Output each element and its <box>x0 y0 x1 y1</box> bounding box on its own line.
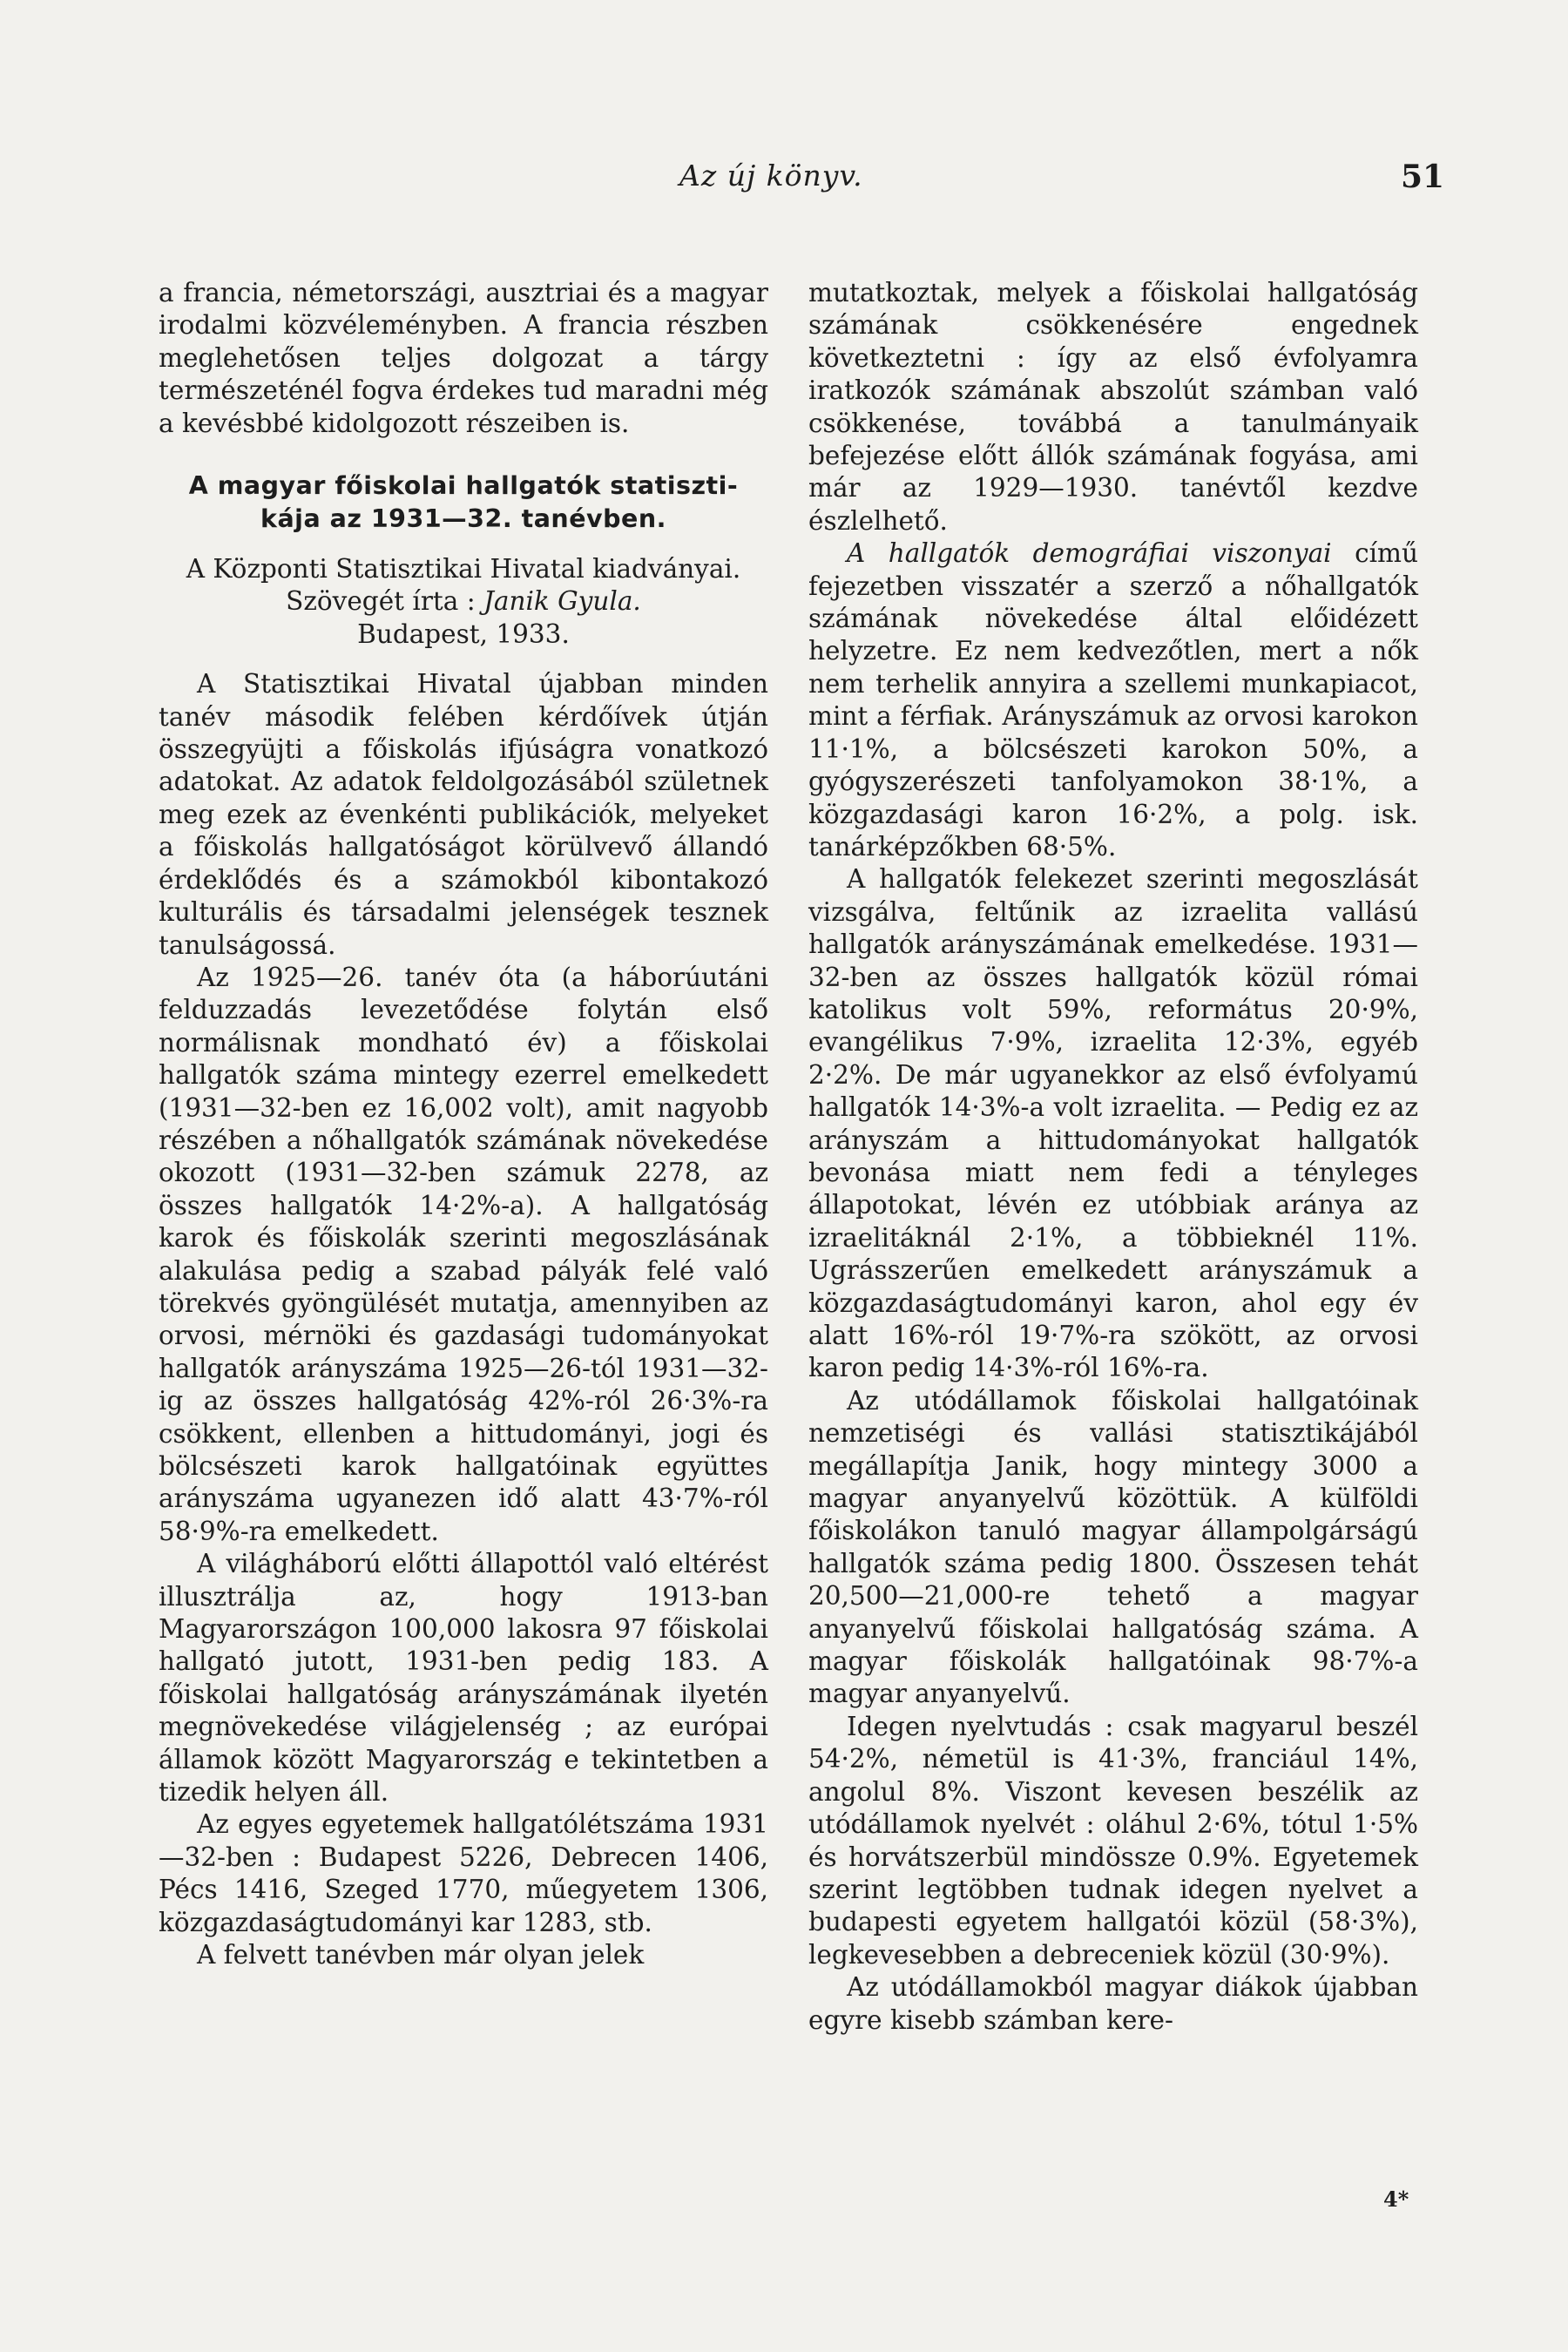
author-name: Janik Gyula. <box>483 586 641 617</box>
publication-info-text: A Központi Statisztikai Hivatal kiadványai. Szövegét írta : <box>186 554 741 617</box>
heading-line: A magyar főiskolai hallgatók statiszti- <box>188 471 739 501</box>
page-number: 51 <box>1401 159 1445 195</box>
paragraph: A hallgatók felekezet szerinti megoszlását vizsgálva, feltűnik az izraelita vallású hallgatók arányszámának emelkedése. 1931—32-ben az összes hallgatók közül római katolikus volt 59%, református 20·9%, evangélikus 7·9%, izraelita 12·3%, egyéb 2·2%. De már ugyanekkor az első évfolyamú hallgatók 14·3%-a volt izraelita. — Pedig ez az arányszám a hittudományokat hallgatók bevonása miatt nem fedi a tényleges állapotokat, lévén ez utóbbiak aránya az izraelitáknál 2·1%, a többieknél 11%. Ugrásszerűen emelkedett arányszámuk a közgazdaságtudományi karon, ahol egy év alatt 16%-ról 19·7%-ra szökött, az orvosi karon pedig 14·3%-ról 16%-ra. <box>808 864 1418 1383</box>
right-column <box>808 277 1418 2037</box>
heading-line: kája az 1931—32. tanévben. <box>260 504 666 534</box>
paragraph: A világháború előtti állapottól való eltérést illusztrálja az, hogy 1913-ban Magyarországon 100,000 lakosra 97 főiskolai hallgató jutott, 1931-ben pedig 183. A főiskolai hallgatóság arányszámának ilyetén megnövekedése világjelenség ; az európai államok között Magyarország e tekintetben a tizedik helyen áll. <box>159 1549 768 1808</box>
left-column <box>159 277 768 1972</box>
paragraph-text: című fejezetben visszatér a szerző a nőhallgatók számának növekedése által előidézett helyzetre. Ez nem kedvezőtlen, mert a nők nem terhelik annyira a szellemi munkapiacot, mint a férfiak. Arányszámuk az orvosi karokon 11·1%, a bölcsészeti karokon 50%, a gyógyszerészeti tanfolyamokon 38·1%, a közgazdasági karon 16·2%, a polg. isk. tanárképzőkben 68·5%. <box>808 538 1418 862</box>
paragraph: mutatkoztak, melyek a főiskolai hallgatóság számának csökkenésére engednek következtetni : így az első évfolyamra iratkozók számának abszolút számban való csökkenése, továbbá a tanulmányaik befejezése előtt állók számának fogyása, ami már az 1929—1930. tanévtől kezdve észlelhető. <box>808 278 1418 536</box>
paragraph: Az 1925—26. tanév óta (a háborúutáni felduzzadás levezetődése folytán első normálisnak mondható év) a főiskolai hallgatók száma mintegy ezerrel emelkedett (1931—32-ben ez 16,002 volt), amit nagyobb részében a nőhallgatók számának növekedése okozott (1931—32-ben számuk 2278, az összes hallgatók 14·2%-a). A hallgatóság karok és főiskolák szerinti megoszlásának alakulása pedig a szabad pályák felé való törekvés gyöngülését mutatja, amennyiben az orvosi, mérnöki és gazdasági tudományokat hallgatók arányszáma 1925—26-tól 1931—32-ig az összes hallgatóság 42%-ról 26·3%-ra csökkent, ellenben a hittudományi, jogi és bölcsészeti karok hallgatóinak együttes arányszáma ugyanezen idő alatt 43·7%-ról 58·9%-ra emelkedett. <box>159 962 768 1546</box>
paragraph: Idegen nyelvtudás : csak magyarul beszél 54·2%, németül is 41·3%, franciául 14%, angolul 8%. Viszont kevesen beszélik az utódállamok nyelvét : oláhul 2·6%, tótul 1·5% és horvátszerbül mindössze 0.9%. Egyetemek szerint legtöbben tudnak idegen nyelvet a budapesti egyetem hallgatói közül (58·3%), legkevesebben a debreceniek közül (30·9%). <box>808 1711 1418 1970</box>
publication-info <box>159 553 768 651</box>
publication-place-year: Budapest, 1933. <box>357 618 570 649</box>
signature-mark: 4* <box>1383 2186 1409 2212</box>
paragraph: a francia, németországi, ausztriai és a magyar irodalmi közvéleményben. A francia részben meglehetősen teljes dolgozat a tárgy természeténél fogva érdekes tud maradni még a kevésbbé kidolgozott részeiben is. <box>159 278 768 438</box>
paragraph: Az utódállamokból magyar diákok újabban egyre kisebb számban kere- <box>808 1972 1418 2035</box>
running-title: Az új könyv. <box>679 159 863 193</box>
chapter-title: A hallgatók demográfiai viszonyai <box>847 538 1332 569</box>
running-head <box>0 159 1568 202</box>
paragraph: A felvett tanévben már olyan jelek <box>197 1940 645 1970</box>
section-heading <box>159 470 768 536</box>
paragraph: Az utódállamok főiskolai hallgatóinak nemzetiségi és vallási statisztikájából megállapítja Janik, hogy mintegy 3000 a magyar anyanyelvű közöttük. A külföldi főiskolákon tanuló magyar állampolgárságú hallgatók száma pedig 1800. Összesen tehát 20,500—21,000-re tehető a magyar anyanyelvű főiskolai hallgatóság száma. A magyar főiskolák hallgatóinak 98·7%-a magyar anyanyelvű. <box>808 1385 1418 1709</box>
paragraph: A Statisztikai Hivatal újabban minden tanév második felében kérdőívek útján összegyüjti a főiskolás ifjúságra vonatkozó adatokat. Az adatok feldolgozásából születnek meg ezek az évenkénti publikációk, melyeket a főiskolás hallgatóságot körülvevő állandó érdeklődés és a számokból kibontakozó kulturális és társadalmi jelenségek tesznek tanulságossá. <box>159 669 768 960</box>
paragraph <box>808 537 1418 863</box>
paragraph: Az egyes egyetemek hallgatólétszáma 1931—32-ben : Budapest 5226, Debrecen 1406, Pécs 1416, Szeged 1770, műegyetem 1306, közgazdaságtudományi kar 1283, stb. <box>159 1809 768 1937</box>
